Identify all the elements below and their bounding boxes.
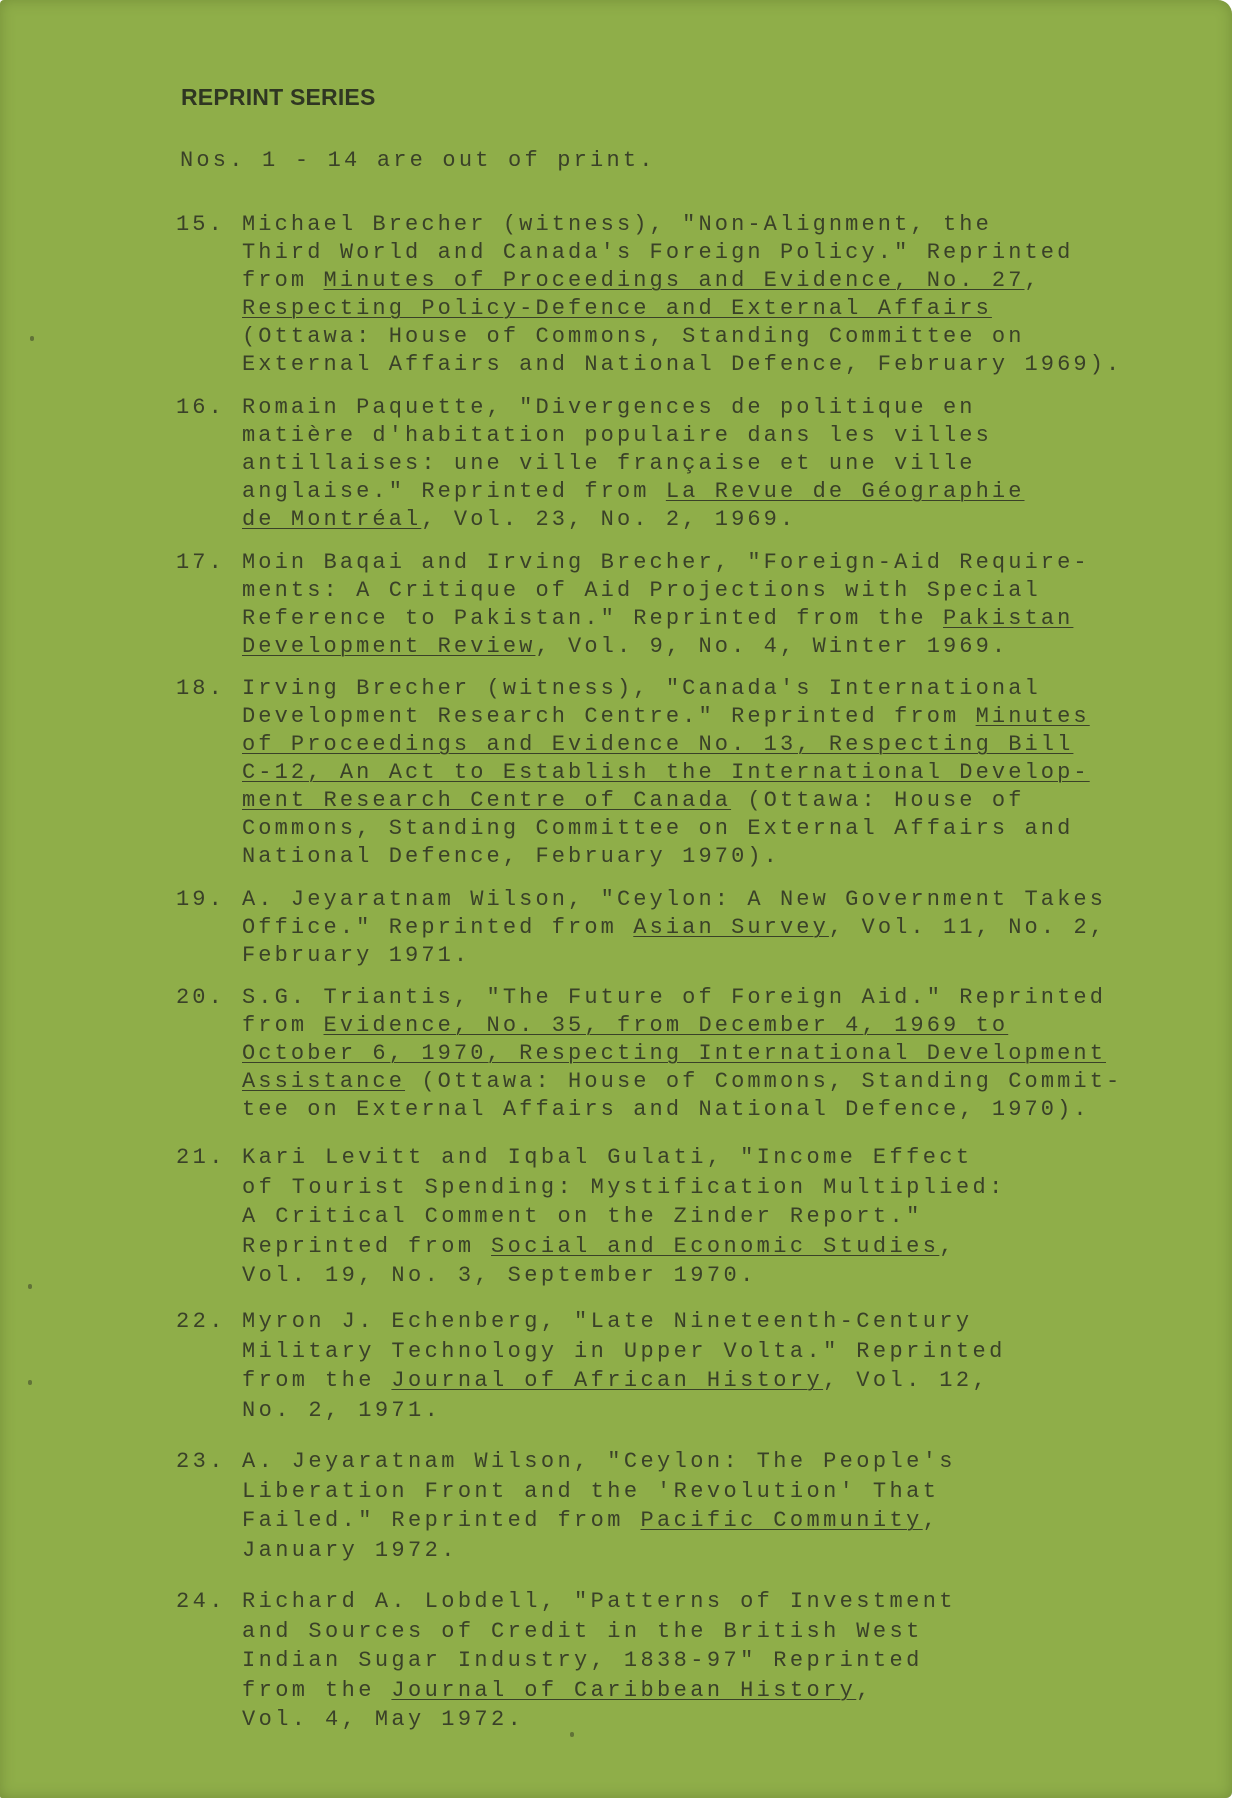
citation-line: Liberation Front and the 'Revolution' That <box>242 1478 940 1504</box>
citation-line: from the Journal of Caribbean History, <box>242 1677 873 1703</box>
reprint-entry-20 <box>176 984 1176 1124</box>
publication-title: Minutes <box>975 704 1090 729</box>
entry-number: 24. <box>176 1589 226 1614</box>
publication-title: La Revue de Géographie <box>665 479 1025 504</box>
citation-line: ment Research Centre of Canada (Ottawa: House of <box>242 788 1025 813</box>
citation-line: A. Jeyaratnam Wilson, "Ceylon: The People's <box>242 1449 956 1474</box>
citation-line: anglaise." Reprinted from La Revue de Géographie <box>242 479 1025 504</box>
publication-title: Journal of Caribbean History <box>391 1677 857 1703</box>
publication-title: Respecting Policy-Defence and External Affairs <box>242 296 992 321</box>
citation-line: Kari Levitt and Iqbal Gulati, "Income Effect <box>242 1145 973 1170</box>
reprint-entry-17 <box>176 549 1176 661</box>
citation-line: Michael Brecher (witness), "Non-Alignment, the <box>242 212 992 237</box>
entry-citation <box>242 984 1176 1124</box>
reprint-entry-19 <box>176 886 1176 970</box>
citation-line: External Affairs and National Defence, February 1969). <box>242 352 1123 377</box>
citation-line: Reprinted from Social and Economic Studies, <box>242 1233 956 1259</box>
citation-line: ments: A Critique of Aid Projections with Special <box>242 578 1041 603</box>
reprint-entry-24 <box>176 1587 1176 1735</box>
entry-citation <box>242 1447 1176 1565</box>
citation-line: Development Research Centre." Reprinted from Minutes <box>242 704 1090 729</box>
citation-line: February 1971. <box>242 943 471 968</box>
publication-title: Journal of African History <box>391 1368 824 1393</box>
citation-line: Richard A. Lobdell, "Patterns of Investment <box>242 1589 956 1614</box>
entry-number: 16. <box>176 395 225 420</box>
entry-citation <box>242 549 1176 661</box>
citation-line: Vol. 19, No. 3, September 1970. <box>242 1263 757 1288</box>
entry-number: 19. <box>176 887 225 912</box>
citation-line <box>242 1040 1176 1068</box>
paper-speck <box>28 1380 32 1385</box>
publication-title: of Proceedings and Evidence No. 13, Respecting Bill <box>242 732 1074 757</box>
citation-line: matière d'habitation populaire dans les villes <box>242 423 992 448</box>
citation-line: and Sources of Credit in the British West <box>242 1618 923 1644</box>
citation-line: Reference to Pakistan." Reprinted from the Pakistan <box>242 606 1074 631</box>
entry-citation <box>242 211 1176 379</box>
citation-line: of Tourist Spending: Mystification Multiplied: <box>242 1174 1006 1200</box>
citation-line: Failed." Reprinted from Pacific Community, <box>242 1508 940 1533</box>
citation-line: de Montréal, Vol. 23, No. 2, 1969. <box>242 507 797 532</box>
publication-title: Asian Survey <box>633 915 829 940</box>
publication-title: C-12, An Act to Establish the International Develop- <box>242 760 1090 785</box>
publication-title: Assistance <box>242 1069 406 1094</box>
citation-line: Third World and Canada's Foreign Policy." Reprinted <box>242 240 1074 265</box>
publication-title: de Montréal <box>242 507 422 532</box>
publication-title: ment Research Centre of Canada <box>242 788 732 813</box>
citation-line: S.G. Triantis, "The Future of Foreign Aid." Reprinted <box>242 985 1107 1010</box>
entry-number: 17. <box>176 550 225 575</box>
reprint-entry-15 <box>176 211 1176 379</box>
paper-speck <box>30 336 34 341</box>
citation-line: Development Review, Vol. 9, No. 4, Winter 1969. <box>242 634 1009 659</box>
citation-line: Moin Baqai and Irving Brecher, "Foreign-Aid Require- <box>242 550 1090 575</box>
reprint-entry-16 <box>176 394 1176 534</box>
entry-citation <box>242 675 1176 871</box>
entry-number: 21. <box>176 1145 226 1170</box>
publication-title: Social and Economic Studies <box>491 1233 940 1259</box>
citation-line: Office." Reprinted from Asian Survey, Vol. 11, No. 2, <box>242 915 1107 940</box>
entry-number: 15. <box>176 212 225 237</box>
citation-line: Myron J. Echenberg, "Late Nineteenth-Century <box>242 1309 973 1334</box>
citation-line <box>242 295 1176 323</box>
publication-title: Pacific Community <box>640 1508 923 1533</box>
publication-title: Pakistan <box>943 606 1074 631</box>
paper-speck <box>28 1284 32 1289</box>
entry-citation <box>242 394 1176 534</box>
reprint-entry-23 <box>176 1447 1176 1565</box>
entry-citation <box>242 1143 1176 1291</box>
citation-line: from Minutes of Proceedings and Evidence, No. 27, <box>242 268 1041 293</box>
publication-title: Development Review <box>242 634 536 659</box>
page-title: REPRINT SERIES <box>181 84 376 110</box>
entry-number: 18. <box>176 676 225 701</box>
citation-line: Romain Paquette, "Divergences de politique en <box>242 395 976 420</box>
entry-number: 20. <box>176 985 225 1010</box>
citation-line: January 1972. <box>242 1537 458 1563</box>
citation-line: antillaises: une ville française et une ville <box>242 451 976 476</box>
citation-line: (Ottawa: House of Commons, Standing Committee on <box>242 324 1025 349</box>
citation-line: from Evidence, No. 35, from December 4, 1969 to <box>242 1013 1009 1038</box>
entry-number: 23. <box>176 1449 226 1474</box>
citation-line: Irving Brecher (witness), "Canada's International <box>242 676 1041 701</box>
out-of-print-note: Nos. 1 - 14 are out of print. <box>180 148 656 173</box>
citation-line: Indian Sugar Industry, 1838-97" Reprinted <box>242 1648 923 1673</box>
citation-line: No. 2, 1971. <box>242 1397 442 1423</box>
citation-line: tee on External Affairs and National Defence, 1970). <box>242 1097 1090 1122</box>
reprint-entry-22 <box>176 1307 1176 1425</box>
citation-line: Military Technology in Upper Volta." Reprinted <box>242 1338 1006 1364</box>
citation-line: Assistance (Ottawa: House of Commons, Standing Commit- <box>242 1069 1123 1094</box>
publication-title: Minutes of Proceedings and Evidence, No. 27 <box>323 268 1025 293</box>
citation-line: Commons, Standing Committee on External Affairs and <box>242 816 1074 841</box>
citation-line <box>242 731 1176 759</box>
citation-line: A. Jeyaratnam Wilson, "Ceylon: A New Government Takes <box>242 887 1107 912</box>
citation-line: A Critical Comment on the Zinder Report." <box>242 1204 923 1229</box>
entry-citation <box>242 886 1176 970</box>
citation-line <box>242 759 1176 787</box>
publication-title: Evidence, No. 35, from December 4, 1969 to <box>323 1013 1009 1038</box>
entry-citation <box>242 1307 1176 1425</box>
entry-citation <box>242 1587 1176 1735</box>
citation-line: Vol. 4, May 1972. <box>242 1707 525 1732</box>
paper-speck <box>570 1732 574 1737</box>
citation-line: National Defence, February 1970). <box>242 844 780 869</box>
citation-line: from the Journal of African History, Vol. 12, <box>242 1368 990 1393</box>
reprint-entry-21 <box>176 1143 1176 1291</box>
publication-title: October 6, 1970, Respecting International Development <box>242 1041 1107 1066</box>
reprint-entry-18 <box>176 675 1176 871</box>
entry-number: 22. <box>176 1309 226 1334</box>
